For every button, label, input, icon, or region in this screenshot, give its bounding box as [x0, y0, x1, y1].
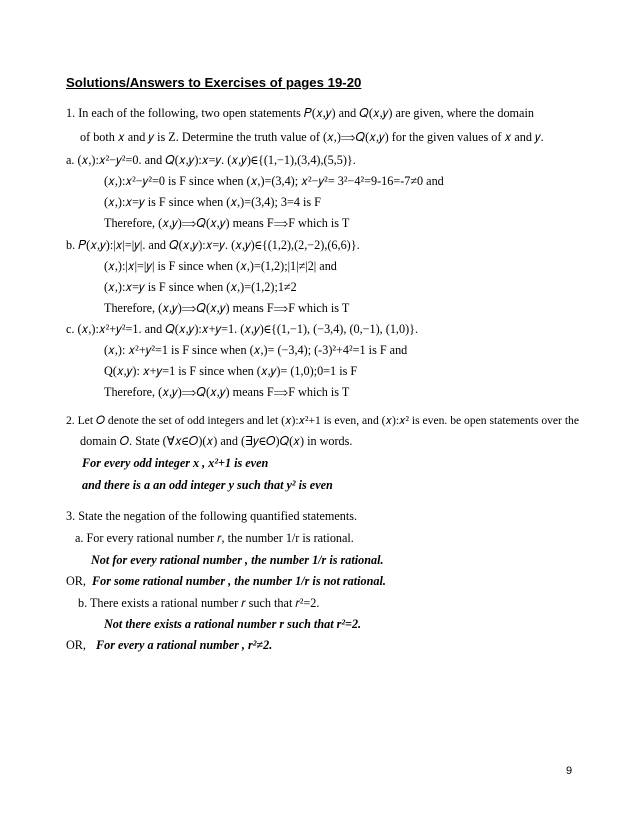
qb-line2: (𝑥,):𝑥=𝑦 is F since when (𝑥,)=(1,2);1≠2	[104, 280, 297, 294]
page-number: 9	[566, 765, 573, 777]
q3a-answer2: For some rational number , the number 1/r is not rational.	[92, 574, 386, 588]
q2-answer2: and there is a an odd integer y such that y² is even	[82, 478, 333, 492]
q3a-answer1: Not for every rational number , the number 1/r is rational.	[91, 553, 384, 567]
q3a-statement: a. For every rational number 𝑟, the number 1/r is rational.	[75, 531, 354, 545]
q2-line1: 2. Let 𝑂 denote the set of odd integers and let (𝑥):𝑥²+1 is even, and (𝑥):𝑥² is even. be open statements over the	[66, 414, 579, 427]
qb-line1: (𝑥,):|𝑥|=|𝑦| is F since when (𝑥,)=(1,2);|1|≠|2| and	[104, 259, 337, 273]
qa-line2: (𝑥,):𝑥=𝑦 is F since when (𝑥,)=(3,4); 3=4 is F	[104, 195, 321, 209]
q1-line1: 1. In each of the following, two open statements 𝑃(𝑥,𝑦) and 𝑄(𝑥,𝑦) are given, where the domain	[66, 106, 534, 120]
qb-statement: b. 𝑃(𝑥,𝑦):|𝑥|=|𝑦|. and 𝑄(𝑥,𝑦):𝑥=𝑦. (𝑥,𝑦)∈{(1,2),(2,−2),(6,6)}.	[66, 238, 360, 252]
q3b-or-label: OR,	[66, 638, 86, 652]
q2-answer1: For every odd integer x , x²+1 is even	[82, 456, 269, 470]
qb-line3: Therefore, (𝑥,𝑦)⟹𝑄(𝑥,𝑦) means F⟹F which is T	[104, 301, 350, 315]
qc-line3: Therefore, (𝑥,𝑦)⟹𝑄(𝑥,𝑦) means F⟹F which is T	[104, 385, 350, 399]
q1-line2: of both 𝑥 and 𝑦 is Z. Determine the truth value of (𝑥,)⟹𝑄(𝑥,𝑦) for the given values of 𝑥 and 𝑦.	[80, 130, 544, 144]
q3-line1: 3. State the negation of the following quantified statements.	[66, 509, 358, 523]
q3b-answer2: For every a rational number , r²≠2.	[96, 638, 273, 652]
section-heading: Solutions/Answers to Exercises of pages 19-20	[66, 75, 362, 90]
qc-line2: Q(𝑥,𝑦): 𝑥+𝑦=1 is F since when (𝑥,𝑦)= (1,0);0=1 is F	[104, 364, 358, 378]
qa-line1: (𝑥,):𝑥²−𝑦²=0 is F since when (𝑥,)=(3,4); 𝑥²−𝑦²= 3²−4²=9-16=-7≠0 and	[104, 174, 444, 188]
qa-statement: a. (𝑥,):𝑥²−𝑦²=0. and 𝑄(𝑥,𝑦):𝑥=𝑦. (𝑥,𝑦)∈{(1,−1),(3,4),(5,5)}.	[66, 153, 356, 167]
q3b-statement: b. There exists a rational number 𝑟 such that 𝑟²=2.	[78, 596, 320, 610]
qc-statement: c. (𝑥,):𝑥²+𝑦²=1. and 𝑄(𝑥,𝑦):𝑥+𝑦=1. (𝑥,𝑦)∈{(1,−1), (−3,4), (0,−1), (1,0)}.	[66, 322, 419, 336]
q3b-answer1: Not there exists a rational number r such that r²=2.	[104, 617, 362, 631]
q2-line2: domain 𝑂. State (∀𝑥∈𝑂)(𝑥) and (∃𝑦∈𝑂)𝑄(𝑥) in words.	[80, 434, 353, 448]
q3a-or-label: OR,	[66, 574, 86, 588]
qc-line1: (𝑥,): 𝑥²+𝑦²=1 is F since when (𝑥,)= (−3,4); (-3)²+4²=1 is F and	[104, 343, 408, 357]
qa-line3: Therefore, (𝑥,𝑦)⟹𝑄(𝑥,𝑦) means F⟹F which is T	[104, 216, 350, 230]
